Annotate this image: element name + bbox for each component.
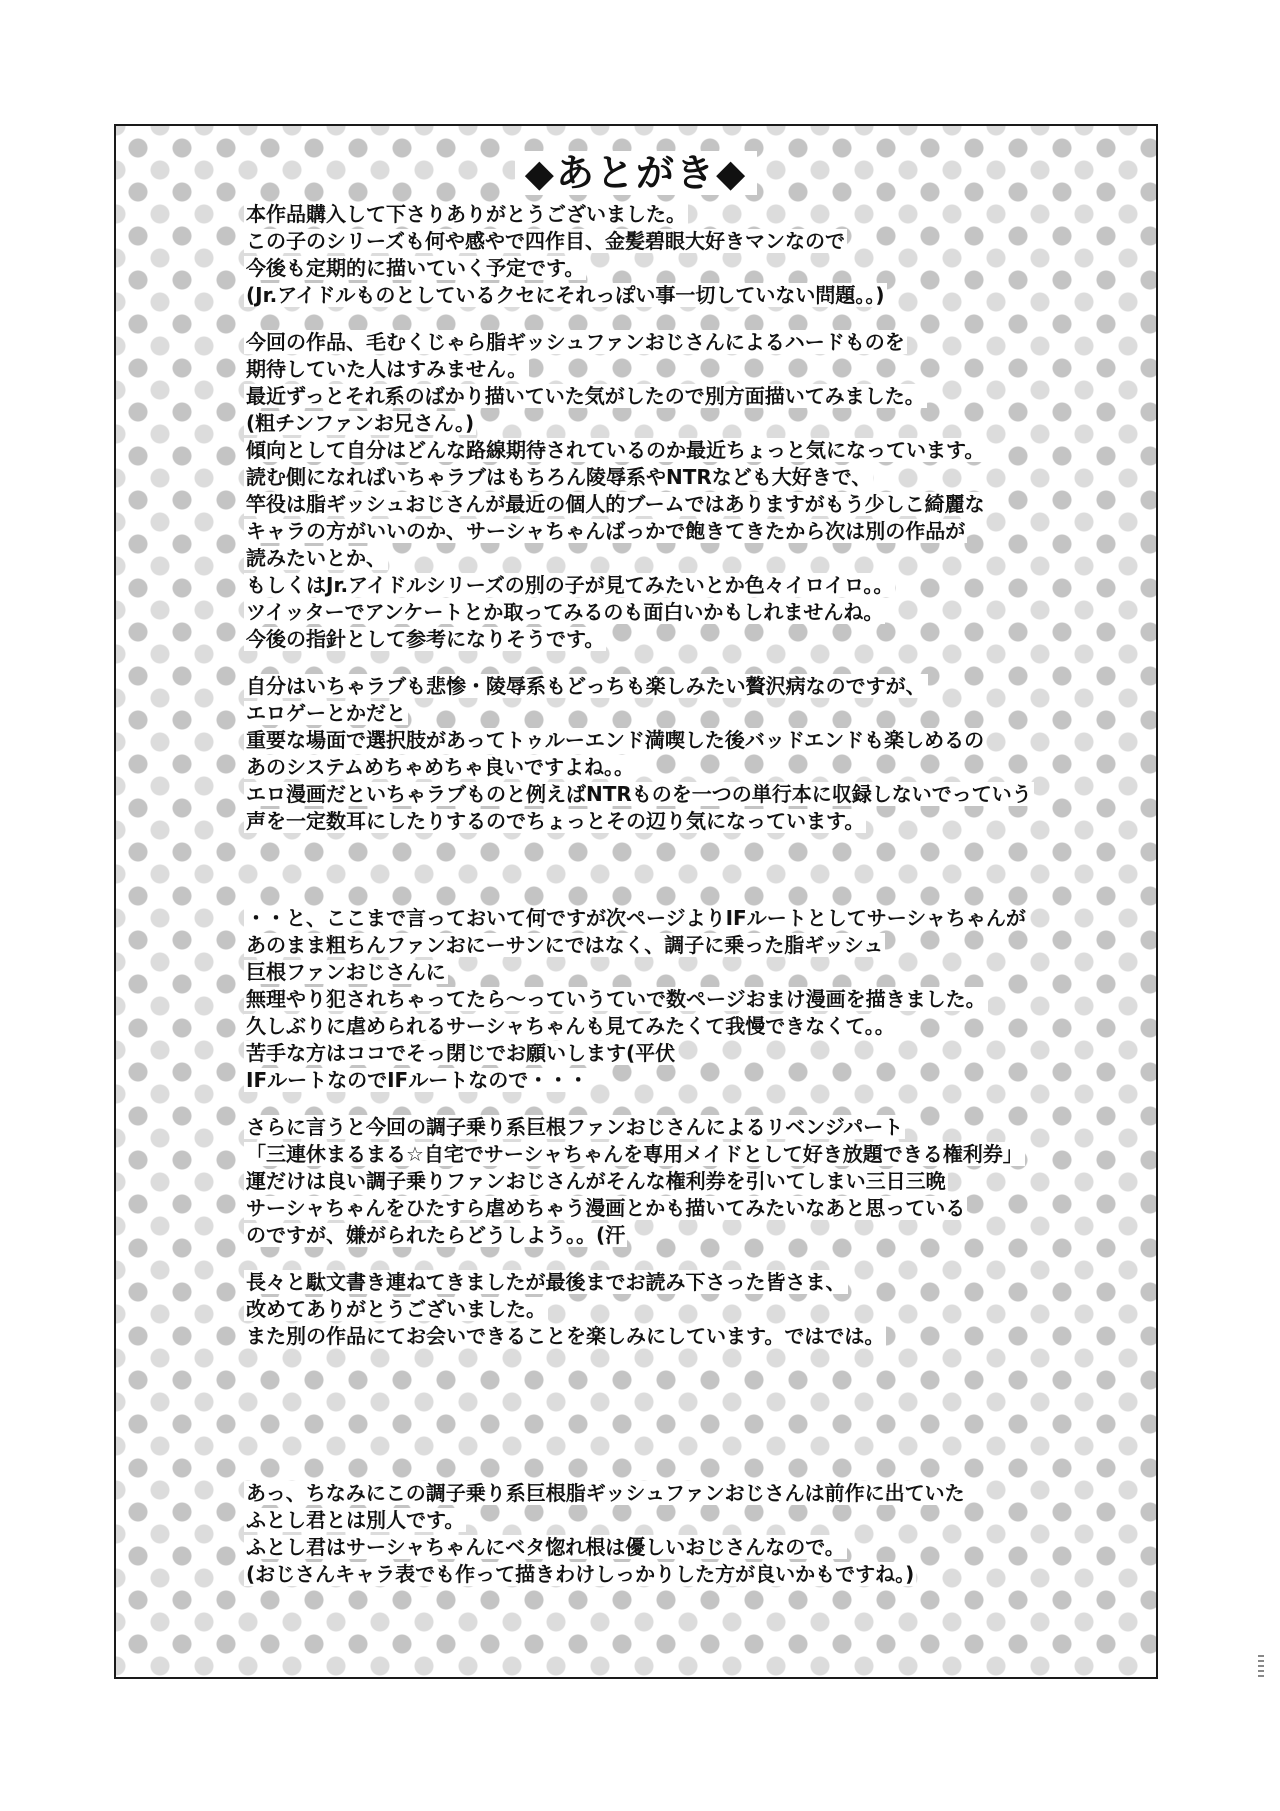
text-line: エロゲーとかだと xyxy=(246,701,406,725)
paragraph-postscript xyxy=(244,1480,1024,1588)
text-line: キャラの方がいいのか、サーシャちゃんばっかで飽きてきたから次は別の作品が xyxy=(246,519,966,543)
text-line: 本作品購入して下さりありがとうございました。 xyxy=(246,202,686,226)
text-line: 「三連休まるまる☆自宅でサーシャちゃんを専用メイドとして好き放題できる権利券」 xyxy=(246,1142,1023,1166)
text-line: もしくはJr.アイドルシリーズの別の子が見てみたいとか色々イロイロ。。 xyxy=(246,573,894,597)
text-line: 長々と駄文書き連ねてきましたが最後までお読み下さった皆さま、 xyxy=(246,1270,846,1294)
text-line: 重要な場面で選択肢があってトゥルーエンド満喫した後バッドエンドも楽しめるの xyxy=(246,728,985,752)
text-line: 苦手な方はココでそっ閉じでお願いします(平伏 xyxy=(246,1041,676,1065)
text-line: IFルートなのでIFルートなので・・・ xyxy=(246,1068,589,1092)
text-line: のですが、嫌がられたらどうしよう。。(汗 xyxy=(246,1223,626,1247)
text-line: 自分はいちゃラブも悲惨・陵辱系もどっちも楽しみたい贅沢病なのですが、 xyxy=(246,674,926,698)
afterword-page xyxy=(114,124,1158,1679)
text-line: 期待していた人はすみません。 xyxy=(246,357,528,381)
page-edge-mark xyxy=(1258,1655,1264,1677)
text-line: ツイッターでアンケートとか取ってみるのも面白いかもしれませんね。 xyxy=(246,600,884,624)
text-line: 久しぶりに虐められるサーシャちゃんも見てみたくて我慢できなくて。。 xyxy=(246,1014,895,1038)
text-line: あのシステムめちゃめちゃ良いですよね。。 xyxy=(246,755,634,779)
text-line: さらに言うと今回の調子乗り系巨根ファンおじさんによるリベンジパート xyxy=(246,1115,904,1139)
text-line: また別の作品にてお会いできることを楽しみにしています。ではでは。 xyxy=(246,1324,885,1348)
paragraph-closing xyxy=(244,1269,1024,1350)
paragraph-this-work xyxy=(244,329,1024,653)
text-line: 今後の指針として参考になりそうです。 xyxy=(246,627,605,651)
paragraph-revenge-part xyxy=(244,1114,1024,1249)
text-line: (おじさんキャラ表でも作って描きわけしっかりした方が良いかもですね。) xyxy=(246,1562,915,1586)
page-title-text: ◆あとがき◆ xyxy=(515,151,757,195)
text-line: 読む側になればいちゃラブはもちろん陵辱系やNTRなども大好きで、 xyxy=(246,465,872,489)
text-line: 巨根ファンおじさんに xyxy=(246,960,446,984)
text-line: 声を一定数耳にしたりするのでちょっとその辺り気になっています。 xyxy=(246,809,865,833)
text-line: この子のシリーズも何や感やで四作目、金髪碧眼大好きマンなので xyxy=(246,229,845,253)
afterword-body xyxy=(244,201,1032,1588)
page-title xyxy=(116,142,1156,197)
text-line: 読みたいとか、 xyxy=(246,546,386,570)
text-line: (Jr.アイドルものとしているクセにそれっぽい事一切していない問題。。) xyxy=(246,283,885,307)
text-line: ふとし君はサーシャちゃんにベタ惚れ根は優しいおじさんなので。 xyxy=(246,1535,845,1559)
text-line: 今回の作品、毛むくじゃら脂ギッシュファンおじさんによるハードものを xyxy=(246,330,905,354)
text-line: 運だけは良い調子乗りファンおじさんがそんな権利券を引いてしまい三日三晩 xyxy=(246,1169,946,1193)
paragraph-if-route xyxy=(244,905,1024,1094)
text-line: あのまま粗ちんファンおにーサンにではなく、調子に乗った脂ギッシュ xyxy=(246,933,884,957)
text-line: 竿役は脂ギッシュおじさんが最近の個人的ブームではありますがもう少しこ綺麗な xyxy=(246,492,985,516)
text-line: エロ漫画だといちゃラブものと例えばNTRものを一つの単行本に収録しないでっていう xyxy=(246,782,1032,806)
paragraph-thanks xyxy=(244,201,1024,309)
text-line: 無理やり犯されちゃってたら〜っていうていで数ページおまけ漫画を描きました。 xyxy=(246,987,986,1011)
text-line: 今後も定期的に描いていく予定です。 xyxy=(246,256,585,280)
text-line: 傾向として自分はどんな路線期待されているのか最近ちょっと気になっています。 xyxy=(246,438,985,462)
text-line: ・・と、ここまで言っておいて何ですが次ページよりIFルートとしてサーシャちゃんが xyxy=(246,906,1026,930)
text-line: ふとし君とは別人です。 xyxy=(246,1508,465,1532)
text-line: サーシャちゃんをひたすら虐めちゃう漫画とかも描いてみたいなあと思っている xyxy=(246,1196,966,1220)
text-line: 改めてありがとうございました。 xyxy=(246,1297,546,1321)
paragraph-preferences xyxy=(244,673,1032,835)
text-line: 最近ずっとそれ系のばかり描いていた気がしたので別方面描いてみました。 xyxy=(246,384,925,408)
text-line: あっ、ちなみにこの調子乗り系巨根脂ギッシュファンおじさんは前作に出ていた xyxy=(246,1481,965,1505)
text-line: (粗チンファンお兄さん。) xyxy=(246,411,475,435)
